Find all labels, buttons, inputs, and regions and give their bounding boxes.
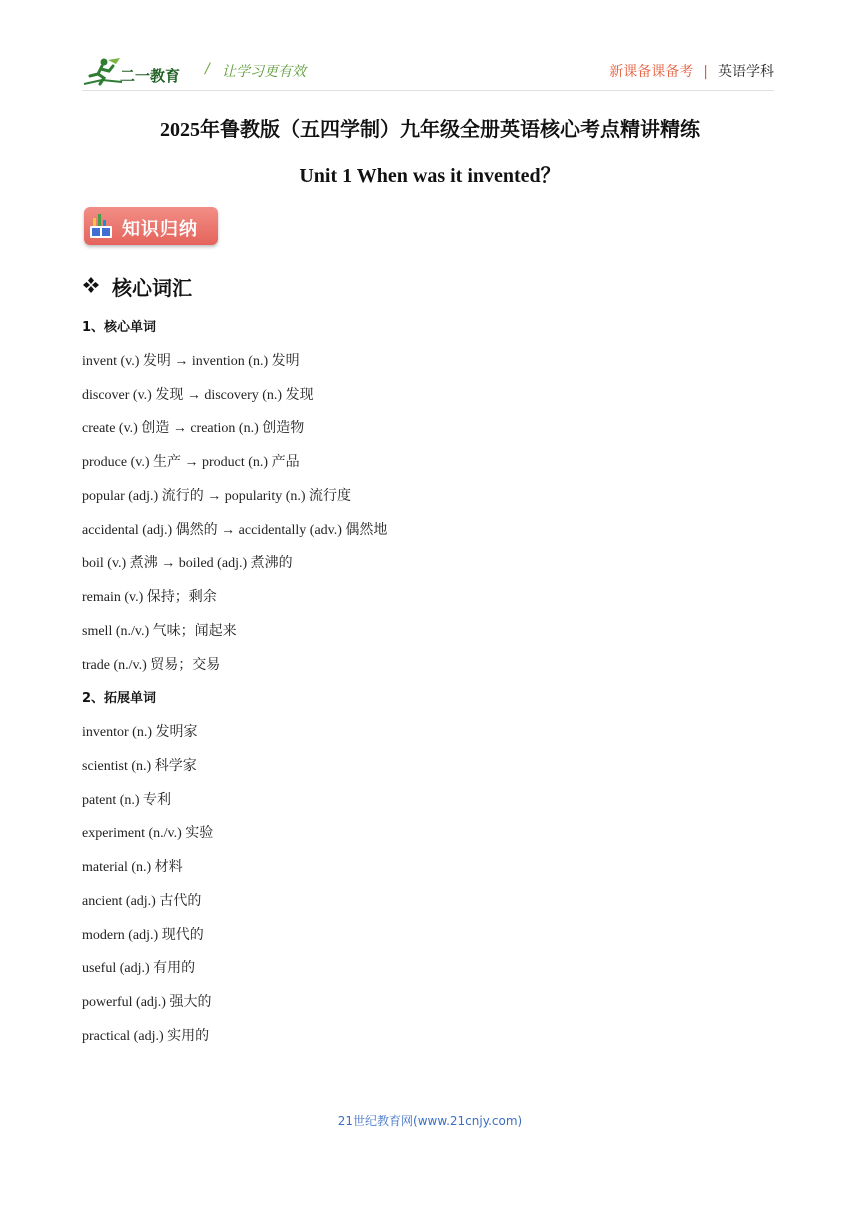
badge-label: 知识归纳: [122, 219, 198, 240]
four-diamond-icon: [82, 276, 100, 294]
page-header: [82, 56, 774, 88]
header-tag: 新课备课备考: [609, 64, 694, 80]
header-slash: /: [205, 61, 210, 77]
page-title: 2025年鲁教版（五四学制）九年级全册英语核心考点精讲精练: [160, 119, 700, 141]
vocab-item: practical (adj.) 实用的: [82, 1028, 210, 1044]
brand-logo: [82, 56, 192, 88]
logo-text: 二一教育: [120, 67, 181, 85]
vocab-item: ancient (adj.) 古代的: [82, 893, 202, 909]
header-right: [609, 61, 774, 81]
vocab-item: accidental (adj.) 偶然的 → accidentally (adv.) 偶然地: [82, 522, 388, 538]
vocab-item: popular (adj.) 流行的 → popularity (n.) 流行度: [82, 488, 352, 504]
section-title: 核心词汇: [112, 276, 192, 300]
unit-title: Unit 1 When was it invented？: [299, 165, 561, 187]
book-chart-icon: [88, 212, 114, 240]
knowledge-badge: [84, 207, 218, 245]
footer-source: 21世纪教育网(www.21cnjy.com): [337, 1114, 523, 1128]
list-subheading: 2、拓展单词: [82, 691, 157, 707]
vocab-item: patent (n.) 专利: [82, 792, 172, 808]
vocab-item: remain (v.) 保持；剩余: [82, 590, 217, 605]
vocab-item: create (v.) 创造 → creation (n.) 创造物: [82, 421, 305, 437]
vocab-item: modern (adj.) 现代的: [82, 927, 204, 943]
header-divider: [82, 90, 774, 91]
vocab-item: trade (n./v.) 贸易；交易: [82, 657, 221, 673]
vocab-item: powerful (adj.) 强大的: [82, 995, 212, 1010]
vocab-item: inventor (n.) 发明家: [82, 725, 198, 740]
vocab-item: invent (v.) 发明 → invention (n.) 发明: [82, 353, 300, 369]
header-slogan: 让学习更有效: [222, 64, 306, 80]
vocab-item: useful (adj.) 有用的: [82, 961, 196, 977]
vocab-item: material (n.) 材料: [82, 860, 183, 875]
header-subject: 英语学科: [718, 64, 774, 80]
vocab-item: discover (v.) 发现 → discovery (n.) 发现: [82, 387, 314, 403]
vocab-item: scientist (n.) 科学家: [82, 758, 197, 774]
list-subheading: 1、核心单词: [82, 320, 157, 335]
vocab-item: produce (v.) 生产 → product (n.) 产品: [82, 455, 300, 470]
vocab-item: smell (n./v.) 气味；闻起来: [82, 623, 237, 639]
vocab-item: boil (v.) 煮沸 → boiled (adj.) 煮沸的: [82, 556, 293, 572]
header-separator: |: [703, 64, 708, 80]
vocab-item: experiment (n./v.) 实验: [82, 826, 214, 842]
